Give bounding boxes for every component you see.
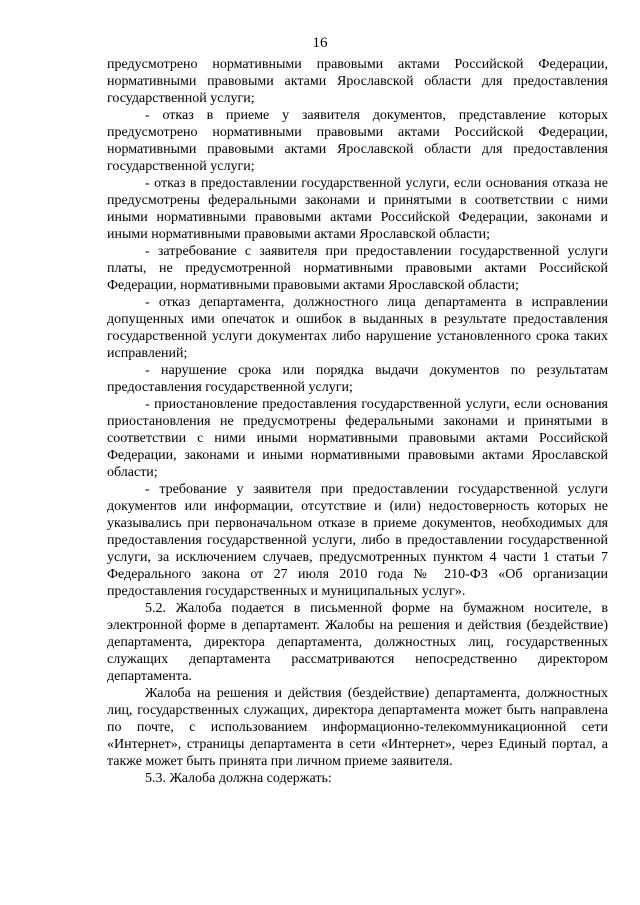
list-item-refusal-service: - отказ в предоставлении государственной услуги, если основания отказа не предусмотрены федеральными законами и принятыми в соответствии с ними иными нормативными правовыми актами Российской Федерации, законами и иными нормативными правовыми актами Ярославской области;	[107, 176, 608, 242]
paragraph-5-2: 5.2. Жалоба подается в письменной форме на бумажном носителе, в электронной форме в департамент. Жалобы на решения и действия (бездействие) департамента, директора департамента, должностных лиц, государственных служащих департамента рассматриваются непосредственно директором департамента.	[107, 601, 608, 684]
paragraph-5-3: 5.3. Жалоба должна содержать:	[145, 771, 332, 786]
list-item-correction-refusal: - отказ департамента, должностного лица департамента в исправлении допущенных ими опечаток и ошибок в выданных в результате предоставления государственной услуги документах либо нарушение установленного срока таких исправлений;	[107, 295, 608, 361]
page-number: 16	[312, 35, 328, 51]
list-item-fee-demand: - затребование с заявителя при предоставлении государственной услуги платы, не предусмотренной нормативными правовыми актами Российской Федерации, нормативными правовыми актами Ярославской области;	[107, 244, 608, 293]
paragraph-continuation: предусмотрено нормативными правовыми актами Российской Федерации, нормативными правовыми актами Ярославской области для предоставления государственной услуги;	[107, 57, 608, 106]
list-item-document-requirement: - требование у заявителя при предоставлении государственной услуги документов или информации, отсутствие и (или) недостоверность которых не указывались при первоначальном отказе в приеме документов, необходимых для предоставления государственной услуги, либо в предоставлении государственной услуги, за исключением случаев, предусмотренных пунктом 4 части 1 статьи 7 Федерального закона от 27 июля 2010 года № 210-ФЗ «Об организации предоставления государственных и муниципальных услуг».	[107, 482, 608, 599]
paragraph-complaint-channels: Жалоба на решения и действия (бездействие) департамента, должностных лиц, государственных служащих, директора департамента может быть направлена по почте, с использованием информационно-телекоммуникационной сети «Интернет», страницы департамента в сети «Интернет», через Единый портал, а также может быть принята при личном приеме заявителя.	[107, 686, 608, 769]
list-item-suspension: - приостановление предоставления государственной услуги, если основания приостановления не предусмотрены федеральными законами и принятыми в соответствии с ними иными нормативными правовыми актами Российской Федерации, законами и иными нормативными правовыми актами Ярославской области;	[107, 397, 608, 480]
body-text	[107, 56, 608, 787]
list-item-refusal-documents: - отказ в приеме у заявителя документов, представление которых предусмотрено нормативными правовыми актами Российской Федерации, нормативными правовыми актами Ярославской области для предоставления государственной услуги;	[107, 108, 608, 174]
list-item-issuance-violation: - нарушение срока или порядка выдачи документов по результатам предоставления государственной услуги;	[107, 363, 608, 395]
